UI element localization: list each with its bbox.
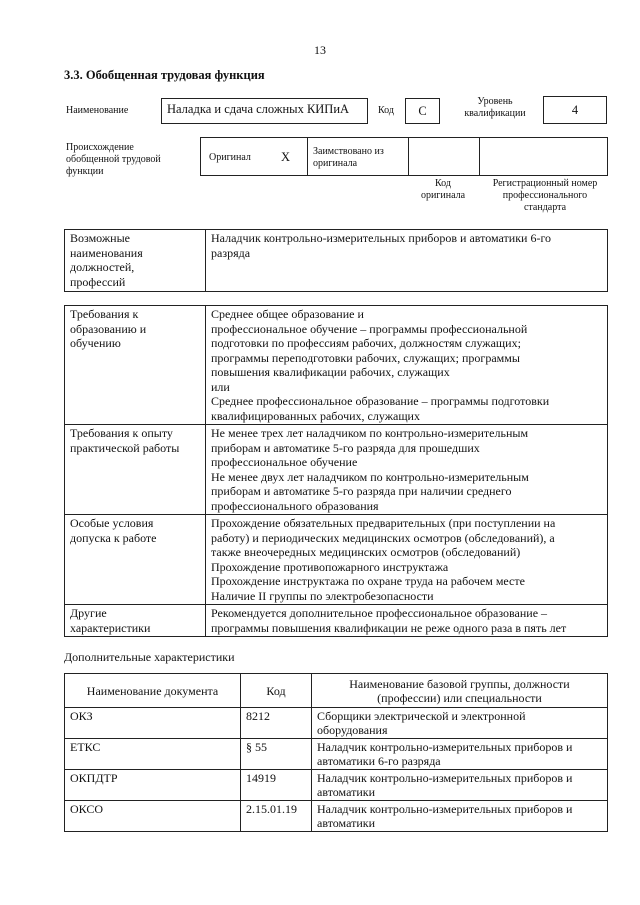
requirements-row <box>65 515 608 605</box>
code-value-box <box>405 98 440 124</box>
name-value: Наладка и сдача сложных КИПиА <box>167 102 350 116</box>
cell-doc: ОКСО <box>65 801 241 832</box>
requirements-value: Среднее общее образование и профессиональное обучение – программы профессиональной подготовки по профессиям рабочих, должностям служащих; программы переподготовки рабочих, служащих; программы повышения квалификации рабочих, служащих или Среднее профессиональное образование – программы подготовки квалифицированных рабочих, служащих <box>206 306 608 425</box>
original-mark: X <box>281 150 291 164</box>
level-label: Уровень квалификации <box>464 96 526 119</box>
requirements-label: Другие характеристики <box>65 605 206 637</box>
header-code: Код <box>241 674 312 708</box>
cell-name: Наладчик контрольно-измерительных приборов и автоматики <box>312 801 608 832</box>
cell-name: Наладчик контрольно-измерительных приборов и автоматики 6-го разряда <box>312 739 608 770</box>
cell-code: 2.15.01.19 <box>241 801 312 832</box>
page-number: 13 <box>314 43 326 57</box>
name-value-box <box>161 98 368 124</box>
original-label: Оригинал <box>209 152 251 163</box>
requirements-row <box>65 306 608 425</box>
reg-number-caption: Регистрационный номер профессионального стандарта <box>492 178 598 213</box>
positions-label: Возможные наименования должностей, профессий <box>65 230 206 292</box>
cell-code: 14919 <box>241 770 312 801</box>
origin-table <box>200 137 608 176</box>
positions-value: Наладчик контрольно-измерительных приборов и автоматики 6-го разряда <box>206 230 608 292</box>
requirements-value: Рекомендуется дополнительное профессиональное образование – программы повышения квалификации не реже одного раза в пять лет <box>206 605 608 637</box>
section-title: 3.3. Обобщенная трудовая функция <box>64 68 265 82</box>
requirements-label: Требования к образованию и обучению <box>65 306 206 425</box>
requirements-row <box>65 605 608 637</box>
code-value: C <box>418 104 427 118</box>
additional-title: Дополнительные характеристики <box>64 650 235 664</box>
cell-code: 8212 <box>241 708 312 739</box>
requirements-table <box>64 305 608 637</box>
requirements-value: Прохождение обязательных предварительных (при поступлении на работу) и периодических медицинских осмотров (обследований), а также внеочередных медицинских осмотров (обследований) Прохождение противопожарного инструктажа Прохождение инструктажа по охране труда на рабочем месте Наличие II группы по электробезопасности <box>206 515 608 605</box>
borrowed-label: Заимствовано из оригинала <box>313 146 384 169</box>
cell-code: § 55 <box>241 739 312 770</box>
header-doc: Наименование документа <box>65 674 241 708</box>
name-label: Наименование <box>66 105 129 116</box>
level-value-box <box>543 96 607 124</box>
level-value: 4 <box>571 103 579 117</box>
requirements-label: Особые условия допуска к работе <box>65 515 206 605</box>
header-name: Наименование базовой группы, должности (профессии) или специальности <box>312 674 608 708</box>
requirements-row <box>65 425 608 515</box>
cell-doc: ОКПДТР <box>65 770 241 801</box>
table-row <box>65 801 608 832</box>
cell-name: Наладчик контрольно-измерительных приборов и автоматики <box>312 770 608 801</box>
requirements-value: Не менее трех лет наладчиком по контрольно-измерительным приборам и автоматике 5-го разряда для прошедших профессиональное обучение Не менее двух лет наладчиком по контрольно-измерительным приборам и автоматике 5-го разряда при наличии среднего профессионального образования <box>206 425 608 515</box>
code-original-caption: Код оригинала <box>420 178 466 201</box>
cell-doc: ЕТКС <box>65 739 241 770</box>
cell-name: Сборщики электрической и электронной оборудования <box>312 708 608 739</box>
positions-table <box>64 229 608 292</box>
table-row <box>65 770 608 801</box>
origin-label: Происхождение обобщенной трудовой функции <box>66 142 161 177</box>
additional-header-row <box>65 674 608 708</box>
table-row <box>65 739 608 770</box>
table-row <box>65 708 608 739</box>
requirements-label: Требования к опыту практической работы <box>65 425 206 515</box>
cell-doc: ОКЗ <box>65 708 241 739</box>
additional-table <box>64 673 608 832</box>
code-label: Код <box>378 105 394 116</box>
